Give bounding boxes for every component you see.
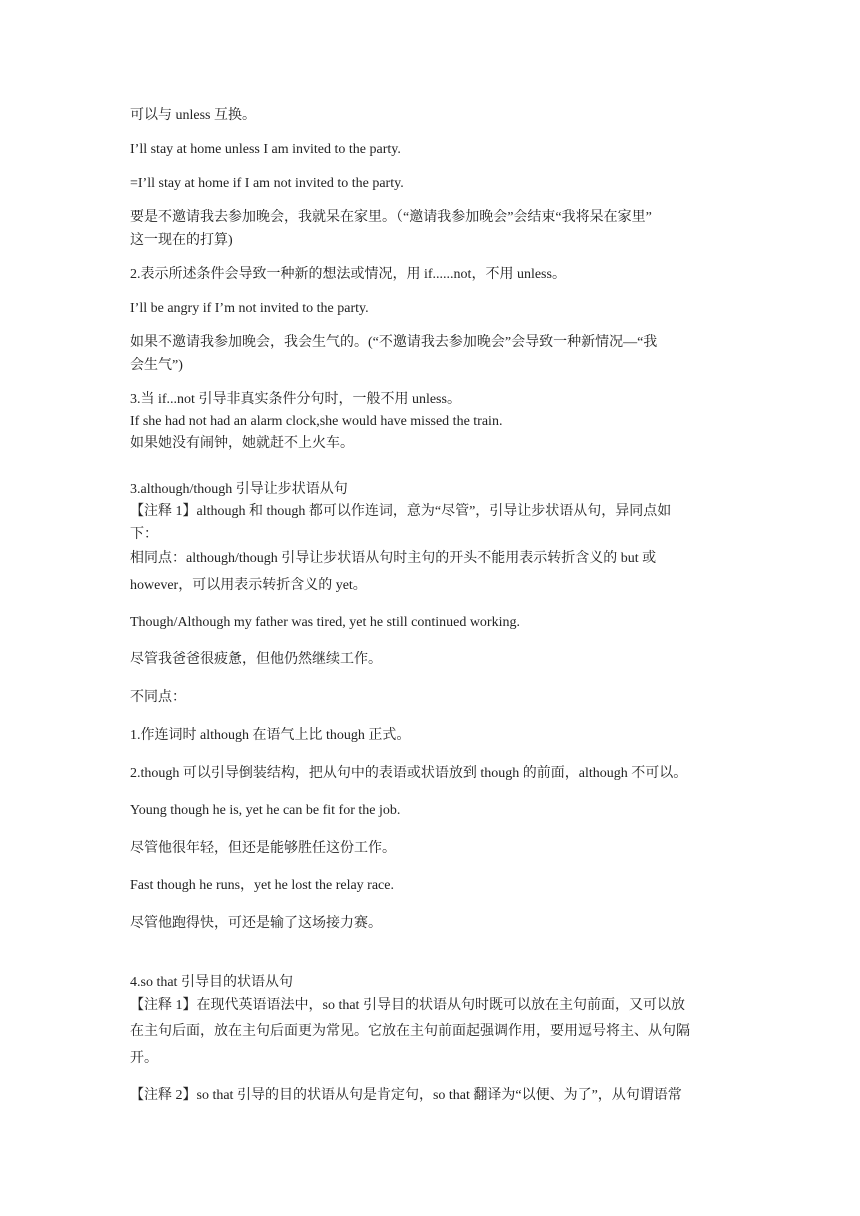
text-line: 尽管我爸爸很疲惫，但他仍然继续工作。 xyxy=(130,652,382,667)
text-line: If she had not had an alarm clock,she would have missed the train. xyxy=(130,414,503,429)
text-line: 【注释 1】although 和 though 都可以作连词，意为“尽管”，引导让步状语从句，异同点如 xyxy=(130,504,672,519)
text-line: however，可以用表示转折含义的 yet。 xyxy=(130,578,367,593)
section-heading: 4.so that 引导目的状语从句 xyxy=(130,975,293,990)
text-line: 2.表示所述条件会导致一种新的想法或情况，用 if......not，不用 unless。 xyxy=(130,267,566,282)
text-line: 1.作连词时 although 在语气上比 though 正式。 xyxy=(130,728,411,743)
text-line: Young though he is, yet he can be fit for the job. xyxy=(130,803,401,818)
text-line: 【注释 1】在现代英语语法中，so that 引导目的状语从句时既可以放在主句前面，又可以放 xyxy=(130,998,685,1013)
text-line: 不同点： xyxy=(130,690,186,705)
text-line: Fast though he runs，yet he lost the relay race. xyxy=(130,878,394,893)
text-line: 【注释 2】so that 引导的目的状语从句是肯定句，so that 翻译为“以便、为了”，从句谓语常 xyxy=(130,1088,682,1103)
text-line: I’ll stay at home unless I am invited to the party. xyxy=(130,142,401,157)
text-line: 如果她没有闹钟，她就赶不上火车。 xyxy=(130,436,354,451)
text-line: 下： xyxy=(130,527,158,542)
text-line: 2.though 可以引导倒装结构，把从句中的表语或状语放到 though 的前面，although 不可以。 xyxy=(130,766,688,781)
text-line: 如果不邀请我参加晚会，我会生气的。(“不邀请我去参加晚会”会导致一种新情况—“我 xyxy=(130,335,658,350)
text-line: 在主句后面，放在主句后面更为常见。它放在主句前面起强调作用，要用逗号将主、从句隔 xyxy=(130,1024,690,1039)
text-line: 开。 xyxy=(130,1051,158,1066)
text-line: 这一现在的打算) xyxy=(130,233,233,248)
section-heading: 3.although/though 引导让步状语从句 xyxy=(130,482,348,497)
text-line: 尽管他跑得快，可还是输了这场接力赛。 xyxy=(130,916,382,931)
text-line: 要是不邀请我去参加晚会，我就呆在家里。（“邀请我参加晚会”会结束“我将呆在家里” xyxy=(130,210,652,225)
text-line: 会生气”) xyxy=(130,358,183,373)
text-line: =I’ll stay at home if I am not invited to the party. xyxy=(130,176,404,191)
text-line: Though/Although my father was tired, yet he still continued working. xyxy=(130,615,520,630)
text-line: 相同点：although/though 引导让步状语从句时主句的开头不能用表示转折含义的 but 或 xyxy=(130,551,657,566)
text-line: 尽管他很年轻，但还是能够胜任这份工作。 xyxy=(130,841,396,856)
text-line: 3.当 if...not 引导非真实条件分句时，一般不用 unless。 xyxy=(130,392,461,407)
text-line: I’ll be angry if I’m not invited to the party. xyxy=(130,301,369,316)
text-line: 可以与 unless 互换。 xyxy=(130,108,256,123)
